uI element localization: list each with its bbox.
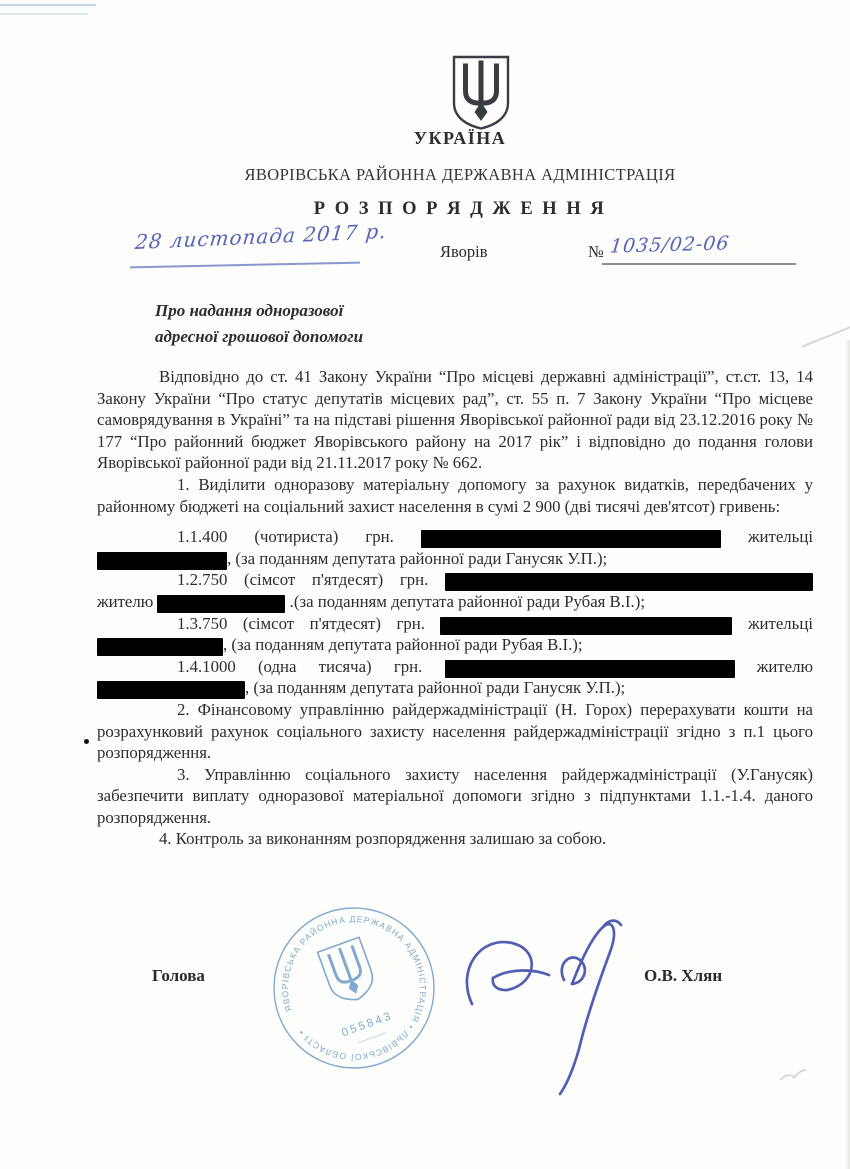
redaction-bar <box>157 595 285 613</box>
paragraph-4: 4. Контроль за виконанням розпорядження залишаю за собою. <box>159 829 607 849</box>
authority-title: ЯВОРІВСЬКА РАЙОННА ДЕРЖАВНА АДМІНІСТРАЦІЯ <box>244 165 676 184</box>
place-name: Яворів <box>440 242 488 261</box>
paragraph-2: 2. Фінансовому управлінню райдержадміністрації (Н. Горох) перерахувати кошти на розрахунковий рахунок соціального захисту населення райдержадміністрації згідно з п.1 цього розпорядження. <box>97 699 813 763</box>
document-type-title: Р О З П О Р Я Д Ж Е Н Н Я <box>313 199 607 219</box>
redaction-bar <box>440 617 732 635</box>
signature-icon <box>452 918 662 1118</box>
paragraph-1: 1. Виділити одноразову матеріальну допомогу за рахунок видатків, передбачених у районному бюджеті на соціальний захист населення в сумі 2 900 (дві тисячі дев'ятсот) гривень: <box>97 474 813 516</box>
ukraine-trident-icon <box>450 54 512 132</box>
round-seal-icon <box>244 878 464 1098</box>
scan-artifact-mark <box>778 1066 808 1088</box>
scan-artifact-corner-fold <box>802 326 850 347</box>
allocation-item <box>97 526 813 569</box>
item-text: 1.1.400 (чотириста) грн. <box>177 527 421 547</box>
handwritten-number: 1035/02-06 <box>608 232 731 258</box>
signer-name: О.В. Хлян <box>644 966 723 985</box>
item-text: жительці <box>720 527 813 547</box>
scan-artifact-page-edge <box>845 340 850 1169</box>
allocation-item <box>97 569 813 612</box>
item-text: , (за поданням депутата районної ради Рубая В.І.); <box>223 635 583 655</box>
item-text: 1.4.1000 (одна тисяча) грн. <box>177 656 445 676</box>
item-text: , (за поданням депутата районної ради Ганусяк У.П.); <box>227 548 608 568</box>
item-text: .(за поданням депутата районної ради Рубая В.І.); <box>285 591 645 611</box>
subject-block <box>155 298 363 350</box>
paragraph-3: 3. Управлінню соціального захисту населення райдержадміністрації (У.Ганусяк) забезпечити виплату одноразової матеріальної допомоги згідно з підпунктами 1.1.-1.4. даного розпорядження. <box>97 764 813 827</box>
country-title: УКРАЇНА <box>413 128 507 148</box>
redaction-bar <box>445 573 813 591</box>
item-text: , (за поданням депутата районної ради Ганусяк У.П.); <box>245 678 626 698</box>
subject-line-1: Про надання одноразової <box>155 301 344 320</box>
item-text: жителю <box>734 656 813 676</box>
item-text: 1.3.750 (сімсот п'ятдесят) грн. <box>177 613 441 633</box>
item-text: 1.2.750 (сімсот п'ятдесят) грн. <box>177 570 445 590</box>
item-text: жительці <box>732 613 813 633</box>
signer-role: Голова <box>152 966 205 985</box>
redaction-bar <box>97 681 245 699</box>
item-text: жителю <box>97 591 158 611</box>
allocation-item <box>97 656 813 699</box>
intro-paragraph: Відповідно до ст. 41 Закону України “Про місцеві державні адміністрації”, ст.ст. 13, 14 Закону України “Про статус депутатів місцевих рад”, ст. 55 п. 7 Закону України “Про місцеве самоврядування в Україні” та на підставі рішення Яворівської районної ради від 23.12.2016 року № 177 “Про районний бюджет Яворівського району на 2017 рік” і відповідно до подання голови Яворівської районної ради від 21.11.2017 року № 662. <box>97 367 813 473</box>
scan-artifact-line <box>0 13 88 15</box>
allocation-item <box>97 613 813 656</box>
stamp-number: 055843 <box>340 1009 395 1040</box>
scan-artifact-line <box>0 4 96 6</box>
number-label: № <box>588 242 604 261</box>
allocation-items <box>97 526 813 699</box>
date-underline <box>130 262 360 269</box>
stamp-ring-text: ЯВОРІВСЬКА РАЙОННА ДЕРЖАВНА АДМІНІСТРАЦІЯ • ЛЬВІВСЬКОЇ ОБЛАСТІ • <box>279 913 429 1063</box>
handwritten-date: 28 листопада 2017 р. <box>134 218 388 254</box>
redaction-bar <box>421 530 721 548</box>
redaction-bar <box>97 552 227 570</box>
document-body <box>97 366 813 850</box>
redaction-bar <box>445 660 735 678</box>
redaction-bar <box>97 638 223 656</box>
subject-line-2: адресної грошової допомоги <box>155 327 364 346</box>
scan-artifact-dot <box>84 739 89 744</box>
number-underline <box>602 263 796 265</box>
